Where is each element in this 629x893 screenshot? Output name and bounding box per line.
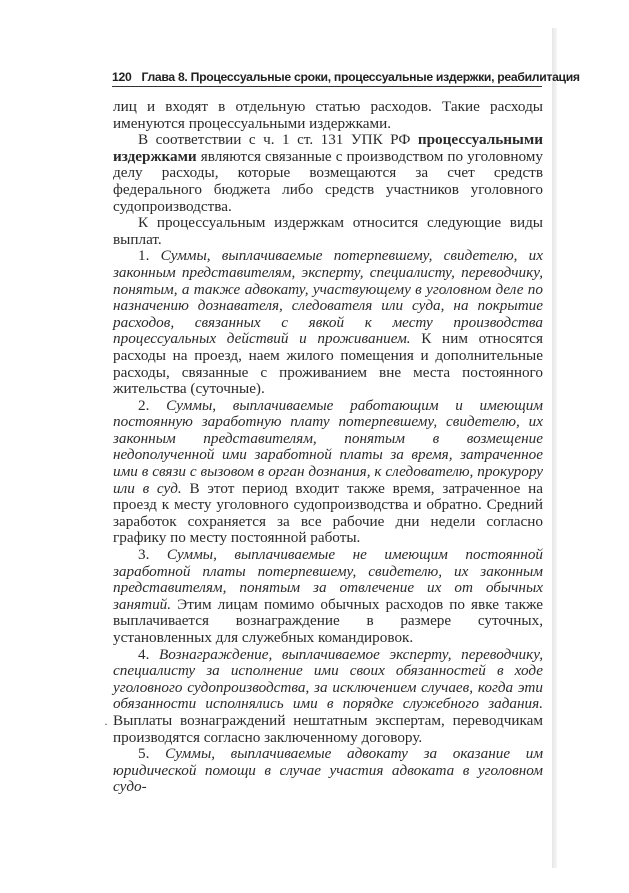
item-text: Этим лицам помимо обычных расходов по явке также выплачивается вознаграждение в размере суточных, установленных для служебных командировок.	[113, 595, 543, 646]
list-item-3	[113, 547, 543, 647]
item-italic-text: Суммы, выплачиваемые адвокату за оказание им юридической помощи в случае участия адвоката в уголовном судо-	[113, 745, 544, 796]
page-gutter-shadow	[552, 28, 557, 868]
paragraph-text: лиц и входят в отдельную статью расходов. Такие расходы именуются процессуальными издержками.	[113, 98, 543, 132]
item-number: 2.	[138, 396, 167, 414]
list-item-5	[113, 746, 543, 796]
item-number: 3.	[138, 546, 167, 564]
item-text: В этот период входит также время, затраченное на проезд к месту уголовного судопроизводства и обратно. Средний заработок сохраняется за все рабочие дни недели согласно графику по месту постоянной работы.	[113, 479, 544, 547]
paragraph-continued	[113, 99, 543, 132]
bold-term: процессуальными издержками	[113, 131, 543, 165]
paragraph-text: являются связанные с производством по уголовному делу расходы, которые возмещаются за счет средств федерального бюджета либо средств участников уголовного судопроизводства.	[113, 147, 543, 215]
paragraph-text: К процессуальным издержкам относится следующие виды выплат.	[113, 214, 543, 248]
item-italic-text: Суммы, выплачиваемые не имеющим постоянной заработной платы потерпевшему, свидетелю, их законным представителям, понятым за отвлечение их от обычных занятий.	[113, 546, 544, 613]
item-italic-text: Суммы, выплачиваемые потерпевшему, свидетелю, их законным представителям, эксперту, специалисту, переводчику, понятым, а также адвокату, участвующему в уголовном деле по назначению дознавателя, следователя или суда, на покрытие расходов, связанных с явкой к месту производства процессуальных действий и проживанием.	[113, 247, 544, 348]
scan-speck: ·	[104, 717, 108, 731]
body-text	[113, 99, 543, 796]
running-header	[112, 70, 580, 87]
chapter-title: Глава 8. Процессуальные сроки, процессуальные издержки, реабилитация	[141, 70, 580, 84]
list-item-1	[113, 248, 543, 397]
item-italic-text: Суммы, выплачиваемые работающим и имеющим постоянную заработную плату потерпевшему, свидетелю, их законным представителям, понятым в возмещение недополученной ими заработной платы за время, затраченное ими в связи с вызовом в орган дознания, к следователю, прокурору или в суд.	[113, 396, 543, 497]
item-text: К ним относятся расходы на проезд, наем жилого помещения и дополнительные расходы, связанные с проживанием вне места постоянного жительства (суточные).	[113, 330, 544, 398]
paragraph-definition	[113, 132, 543, 215]
item-number: 5.	[138, 745, 166, 763]
item-text: Выплаты вознаграждений нештатным экспертам, переводчикам производятся согласно заключенному договору.	[113, 711, 543, 746]
paragraph-text: В соответствии с ч. 1 ст. 131 УПК РФ	[138, 131, 418, 149]
item-italic-text: Вознаграждение, выплачиваемое эксперту, переводчику, специалисту за исполнение ими своих обязанностей в ходе уголовного судопроизводства, за исключением случаев, когда эти обязанности исполнялись ими в порядке служебного задания.	[113, 645, 544, 713]
page-number: 120	[112, 70, 132, 84]
item-number: 4.	[138, 645, 160, 663]
list-item-2	[113, 398, 543, 547]
list-item-4	[113, 647, 543, 747]
paragraph-intro	[113, 215, 543, 248]
item-number: 1.	[138, 247, 161, 265]
